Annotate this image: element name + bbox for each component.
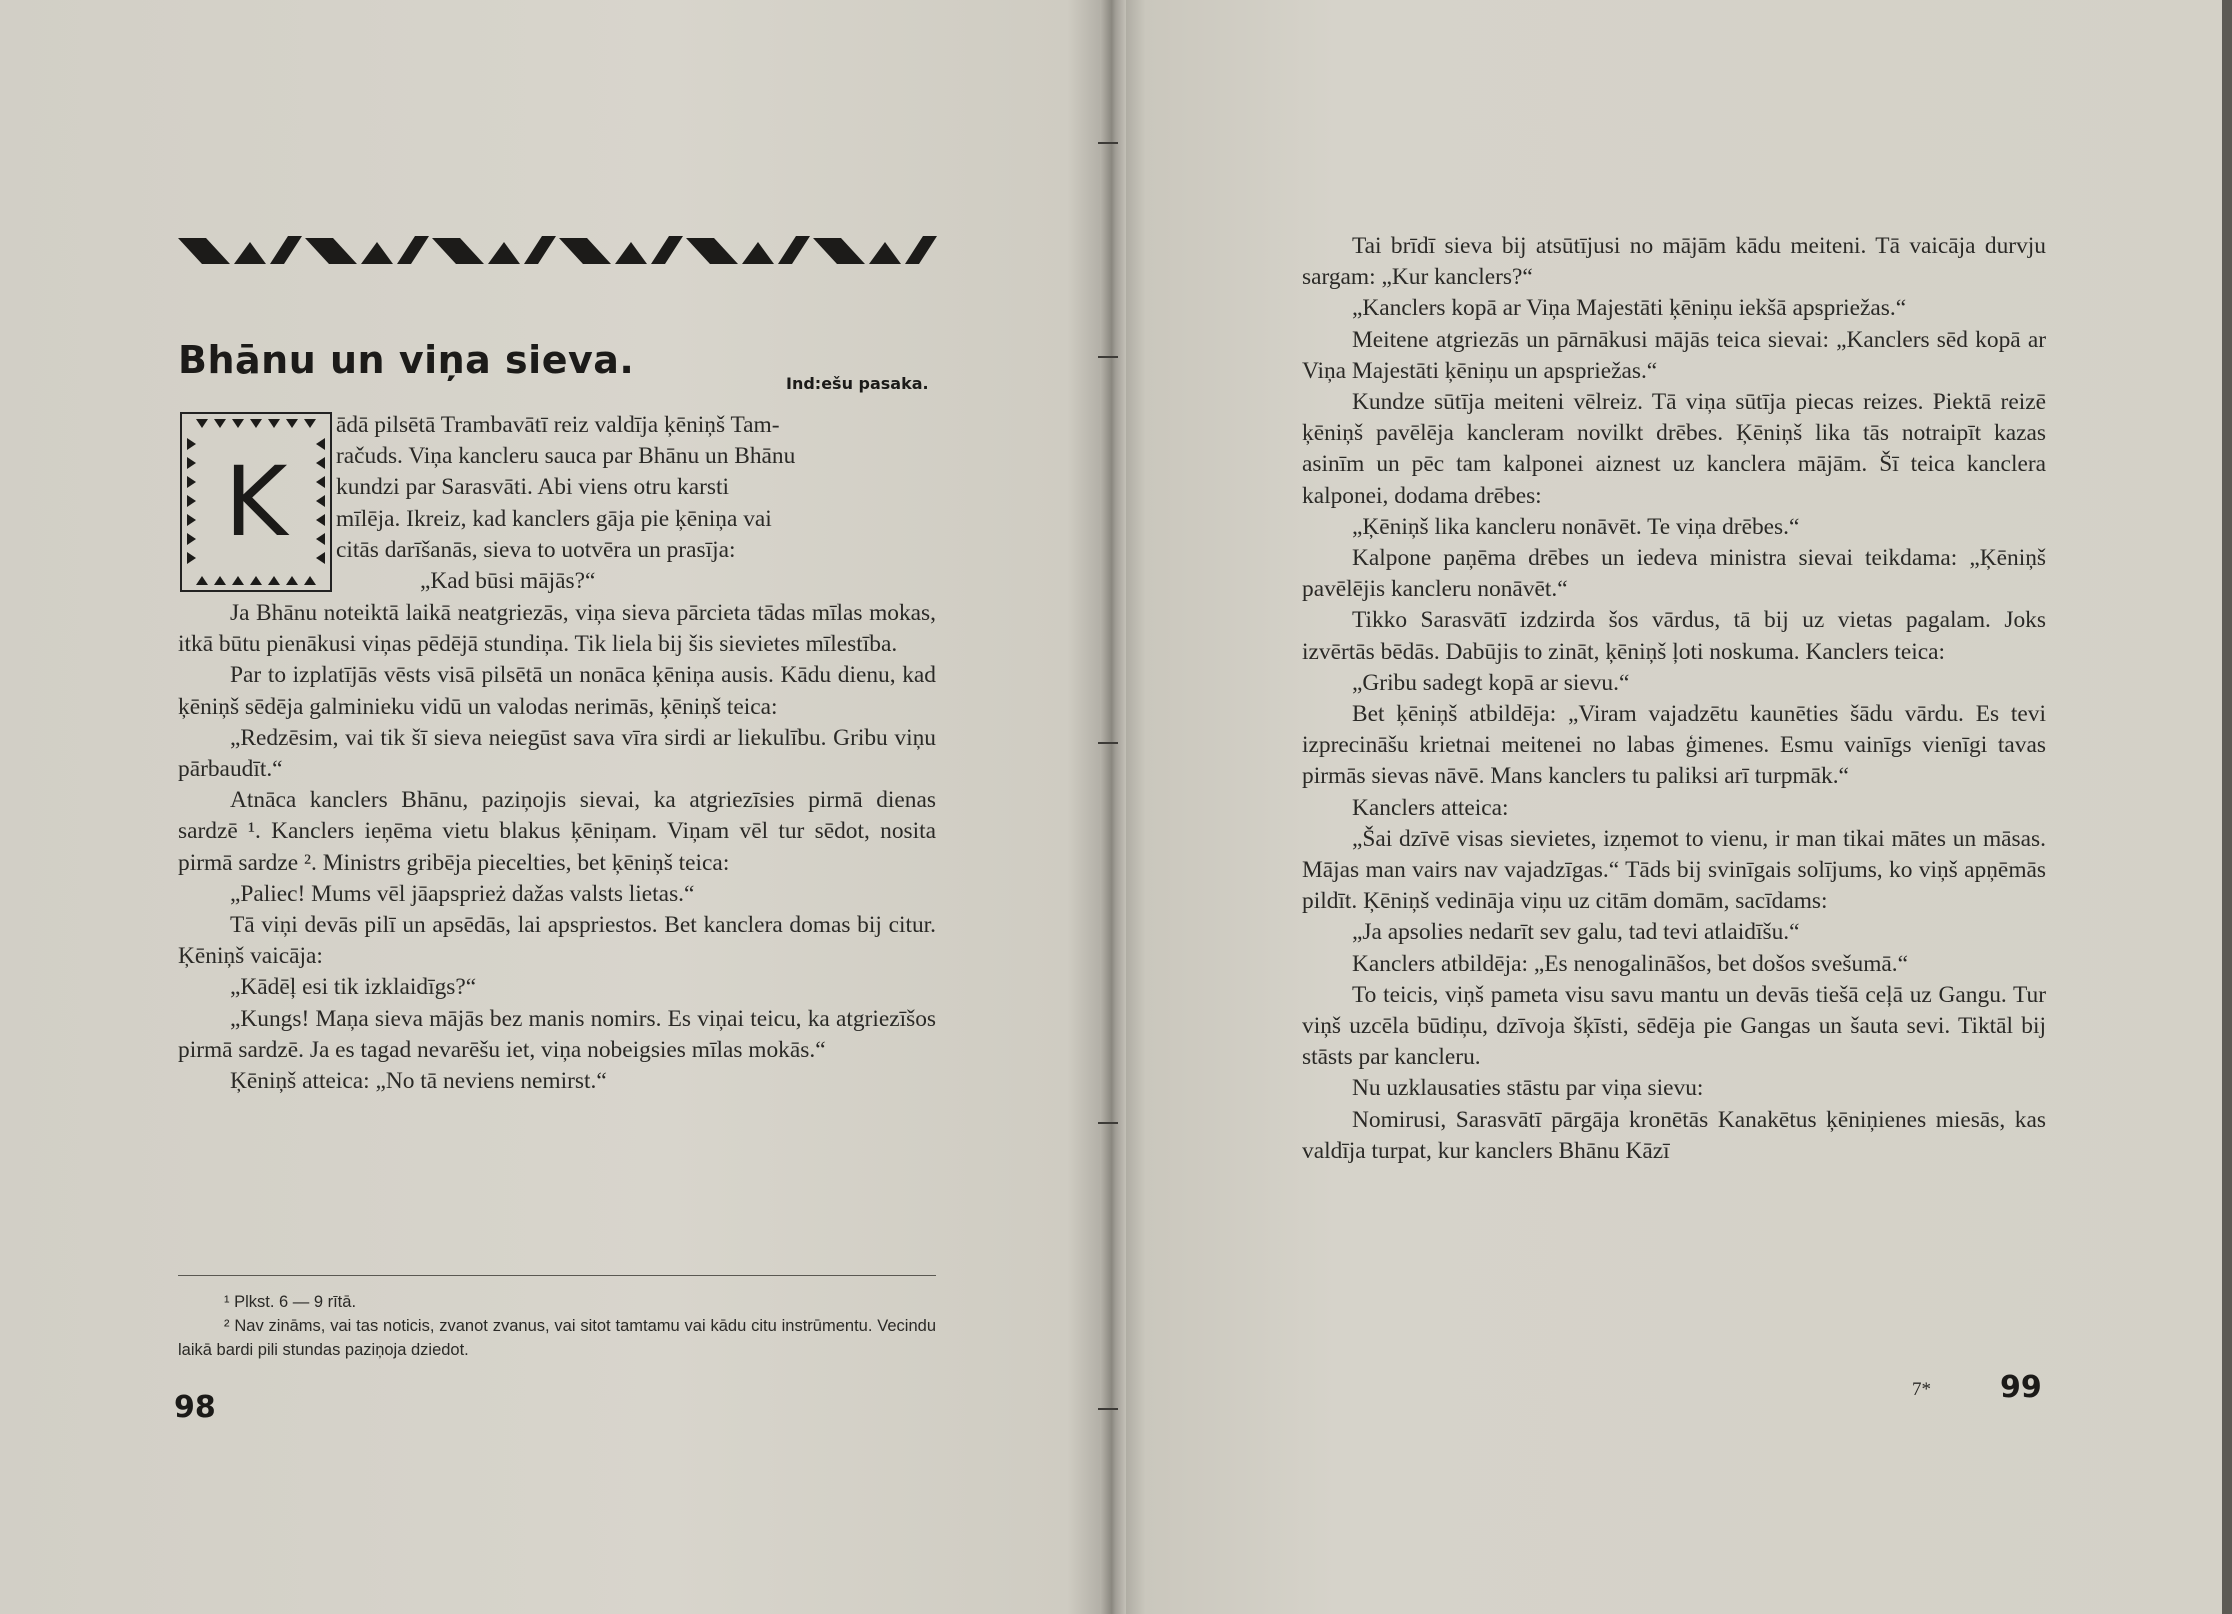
- ornament-shape: [234, 242, 266, 264]
- ornament-shape: [651, 236, 683, 264]
- paragraph: Ja Bhānu noteiktā laikā neatgriezās, viņa sieva pārcieta tādas mīlas mokas, itkā būtu pienākusi viņas pēdējā stundiņa. Tik liela bij šis sievietes mīlestība.: [178, 600, 936, 658]
- dropcap-letter: K: [224, 446, 288, 558]
- ornament-shape: [305, 238, 357, 264]
- paragraph: „Ķēniņš lika kancleru nonāvēt. Te viņa drēbes.“: [1352, 513, 1800, 540]
- paragraph: Kundze sūtīja meiteni vēlreiz. Tā viņa sūtīja piecas reizes. Piektā reizē ķēniņš pavēlēja kancleram novilkt drēbes. Ķēniņš lika tās notraipīt kazas asinīm un pēc tam kalponei aiznest uz kanclera mājām. Šī teica kanclera kalponei, dodama drēbes:: [1302, 389, 2046, 509]
- page-number-left: 98: [174, 1390, 216, 1425]
- paragraph: „Redzēsim, vai tik šī sieva neiegūst sava vīra sirdi ar liekulību. Gribu viņu pārbaudīt.“: [178, 724, 936, 783]
- paragraph: Nomirusi, Sarasvātī pārgāja kronētās Kanakētus ķēniņienes miesās, kas valdīja turpat, kur kanclers Bhānu Kāzī: [1302, 1106, 2046, 1164]
- opening-line: kundzi par Sarasvāti. Abi viens otru karsti: [336, 474, 730, 501]
- binding-staple: [1098, 356, 1118, 358]
- paragraph: „Kungs! Maņa sieva mājās bez manis nomirs. Es viņai teicu, ka atgriezīšos pirmā sardzē. Ja es tagad nevarēšu iet, viņa nobeigsies mīlas mokās.“: [178, 1005, 936, 1063]
- binding-staple: [1098, 1122, 1118, 1124]
- binding-staple: [1098, 142, 1118, 144]
- paragraph: „Ja apsolies nedarīt sev galu, tad tevi atlaidīšu.“: [1352, 919, 1800, 946]
- ornament-shape: [178, 238, 230, 264]
- page-edge-right: [2222, 0, 2232, 1614]
- paragraph: „Šai dzīvē visas sievietes, izņemot to vienu, ir man tikai mātes un māsas. Mājas man vairs nav vajadzīgas.“ Tāds bij svinīgais solījums, ko viņš apņēmās pildīt. Ķēniņš vedināja viņu uz citām domām, sacīdams:: [1302, 825, 2046, 915]
- ornament-shape: [361, 242, 393, 264]
- opening-quote: „Kad būsi mājās?“: [420, 568, 596, 595]
- ornament-shape: [813, 238, 865, 264]
- paragraph: Tikko Sarasvātī izdzirda šos vārdus, tā bij uz vietas pagalam. Joks izvērtās bēdās. Dabūjis to zināt, ķēniņš ļoti noskuma. Kanclers teica:: [1302, 607, 2046, 665]
- paragraph: Tai brīdī sieva bij atsūtījusi no mājām kādu meiteni. Tā vaicāja durvju sargam: „Kur kanclers?“: [1302, 233, 2046, 291]
- opening-line: ādā pilsētā Trambavātī reiz valdīja ķēniņš Tam-: [336, 412, 780, 438]
- footnote: ² Nav zināms, vai tas noticis, zvanot zvanus, vai sitot tamtamu vai kādu citu instrūmentu. Vecindu laikā bardi pili stundas paziņoja dziedot.: [178, 1317, 936, 1359]
- footnote-divider: [178, 1275, 936, 1276]
- ornament-shape: [397, 236, 429, 264]
- footnote: ¹ Plkst. 6 — 9 rītā.: [224, 1293, 357, 1311]
- paragraph: Atnāca kanclers Bhānu, paziņojis sievai, ka atgriezīsies pirmā dienas sardzē ¹. Kanclers ieņēma vietu blakus ķēniņam. Viņam vēl tur sēdot, nosita pirmā sardze ². Ministrs gribēja piecelties, bet ķēniņš teica:: [178, 787, 936, 876]
- story-title: Bhānu un viņa sieva.: [178, 338, 635, 382]
- ornament-shape: [432, 238, 484, 264]
- decorative-border-ornament: [178, 228, 940, 268]
- paragraph: Kalpone paņēma drēbes un iedeva ministra sievai teikdama: „Ķēniņš pavēlējis kancleru nonāvēt.“: [1302, 545, 2046, 603]
- ornament-shape: [524, 236, 556, 264]
- paragraph: Par to izplatījās vēsts visā pilsētā un nonāca ķēniņa ausis. Kādu dienu, kad ķēniņš sēdēja galminieku vidū un valodas nerimās, ķēniņš teica:: [178, 662, 936, 720]
- paragraph: Kanclers atbildēja: „Es nenogalināšos, bet došos svešumā.“: [1352, 950, 1909, 977]
- paragraph: Meitene atgriezās un pārnākusi mājās teica sievai: „Kanclers sēd kopā ar Viņa Majestāti ķēniņu un apspriežas.“: [1302, 326, 2046, 384]
- paragraph: To teicis, viņš pameta visu savu mantu un devās tiešā ceļā uz Gangu. Tur viņš uzcēla būdiņu, dzīvoja šķīsti, sēdēja pie Gangas un šauta sevi. Tiktāl bij stāsts par kancleru.: [1302, 981, 2046, 1071]
- left-page: [0, 0, 1112, 1614]
- binding-staple: [1098, 742, 1118, 744]
- right-body-text: [1302, 231, 2046, 1167]
- paragraph: „Kanclers kopā ar Viņa Majestāti ķēniņu iekšā apspriežas.“: [1352, 295, 1907, 322]
- ornament-shape: [869, 242, 901, 264]
- paragraph: Ķēniņš atteica: „No tā neviens nemirst.“: [230, 1068, 607, 1095]
- opening-line: mīlēja. Ikreiz, kad kanclers gāja pie ķēniņa vai: [336, 505, 772, 532]
- dropcap-frame: [180, 412, 332, 592]
- paragraph: Kanclers atteica:: [1352, 794, 1509, 821]
- ornament-shape: [686, 238, 738, 264]
- ornament-shape: [488, 242, 520, 264]
- paragraph: „Kādēļ esi tik izklaidīgs?“: [230, 974, 477, 1001]
- book-spine: [1100, 0, 1126, 1614]
- paragraph: Nu uzklausaties stāstu par viņa sievu:: [1352, 1075, 1704, 1102]
- signature-mark: 7*: [1912, 1379, 1931, 1400]
- paragraph: Tā viņi devās pilī un apsēdās, lai apspriestos. Bet kanclera domas bij citur. Ķēniņš vaicāja:: [178, 912, 936, 970]
- opening-line: račuds. Viņa kancleru sauca par Bhānu un Bhānu: [336, 443, 796, 470]
- left-body-text: [178, 598, 936, 1097]
- ornament-shape: [778, 236, 810, 264]
- story-subtitle: Ind:ešu pasaka.: [786, 374, 929, 393]
- footnotes: [178, 1290, 936, 1362]
- paragraph: Bet ķēniņš atbildēja: „Viram vajadzētu kaunēties šādu vārdu. Es tevi izprecināšu krietnai meitenei no labas ģimenes. Esmu vainīgs vienīgi tavas pirmās sievas nāvē. Mans kanclers tu paliksi arī turpmāk.“: [1302, 701, 2046, 790]
- opening-text: [336, 410, 936, 597]
- ornament-shape: [742, 242, 774, 264]
- ornament-shape: [270, 236, 302, 264]
- right-page: [1112, 0, 2232, 1614]
- paragraph: „Gribu sadegt kopā ar sievu.“: [1352, 669, 1630, 696]
- ornament-shape: [615, 242, 647, 264]
- opening-line: citās darīšanās, sieva to uotvēra un prasīja:: [336, 536, 736, 563]
- binding-staple: [1098, 1408, 1118, 1410]
- paragraph: „Paliec! Mums vēl jāapsprież dažas valsts lietas.“: [230, 880, 695, 907]
- ornament-shape: [559, 238, 611, 264]
- ornament-shape: [905, 236, 937, 264]
- page-number-right: 99: [2000, 1370, 2042, 1405]
